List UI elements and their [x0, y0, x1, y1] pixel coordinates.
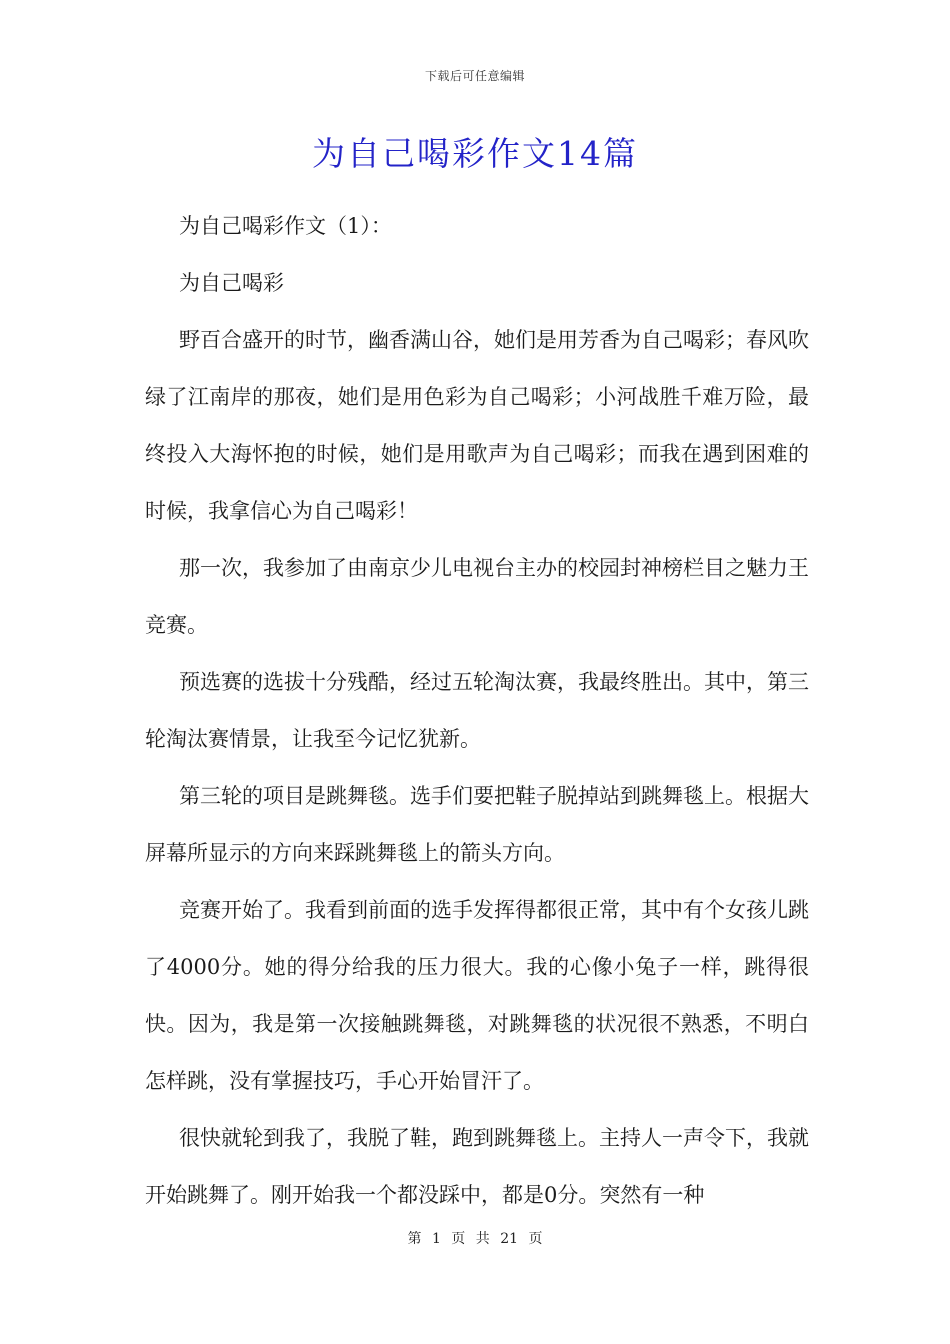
essay-title: 为自己喝彩: [179, 271, 284, 295]
paragraph: 很快就轮到我了，我脱了鞋，跑到跳舞毯上。主持人一声令下，我就开始跳舞了。刚开始我一个都没踩中，都是0分。突然有一种: [145, 1126, 809, 1207]
document-body: [145, 198, 809, 1224]
section-heading: 为自己喝彩作文（1）：: [179, 214, 392, 238]
paragraph: 竞赛开始了。我看到前面的选手发挥得都很正常，其中有个女孩儿跳了4000分。她的得分给我的压力很大。我的心像小兔子一样，跳得很快。因为，我是第一次接触跳舞毯，对跳舞毯的状况很不熟悉，不明白怎样跳，没有掌握技巧，手心开始冒汗了。: [145, 898, 809, 1093]
document-title: 为自己喝彩作文14篇: [312, 134, 638, 173]
paragraph: 那一次，我参加了由南京少儿电视台主办的校园封神榜栏目之魅力王竞赛。: [145, 556, 809, 637]
paragraph: 预选赛的选拔十分残酷，经过五轮淘汰赛，我最终胜出。其中，第三轮淘汰赛情景，让我至今记忆犹新。: [145, 670, 809, 751]
page-header-note: 下载后可任意编辑: [424, 69, 525, 83]
page-number-footer: 第 1 页 共 21 页: [407, 1231, 543, 1247]
paragraph: 野百合盛开的时节，幽香满山谷，她们是用芳香为自己喝彩；春风吹绿了江南岸的那夜，她们是用色彩为自己喝彩；小河战胜千难万险，最终投入大海怀抱的时候，她们是用歌声为自己喝彩；而我在遇到困难的时候，我拿信心为自己喝彩！: [145, 328, 809, 523]
paragraph: 第三轮的项目是跳舞毯。选手们要把鞋子脱掉站到跳舞毯上。根据大屏幕所显示的方向来踩跳舞毯上的箭头方向。: [145, 784, 809, 865]
